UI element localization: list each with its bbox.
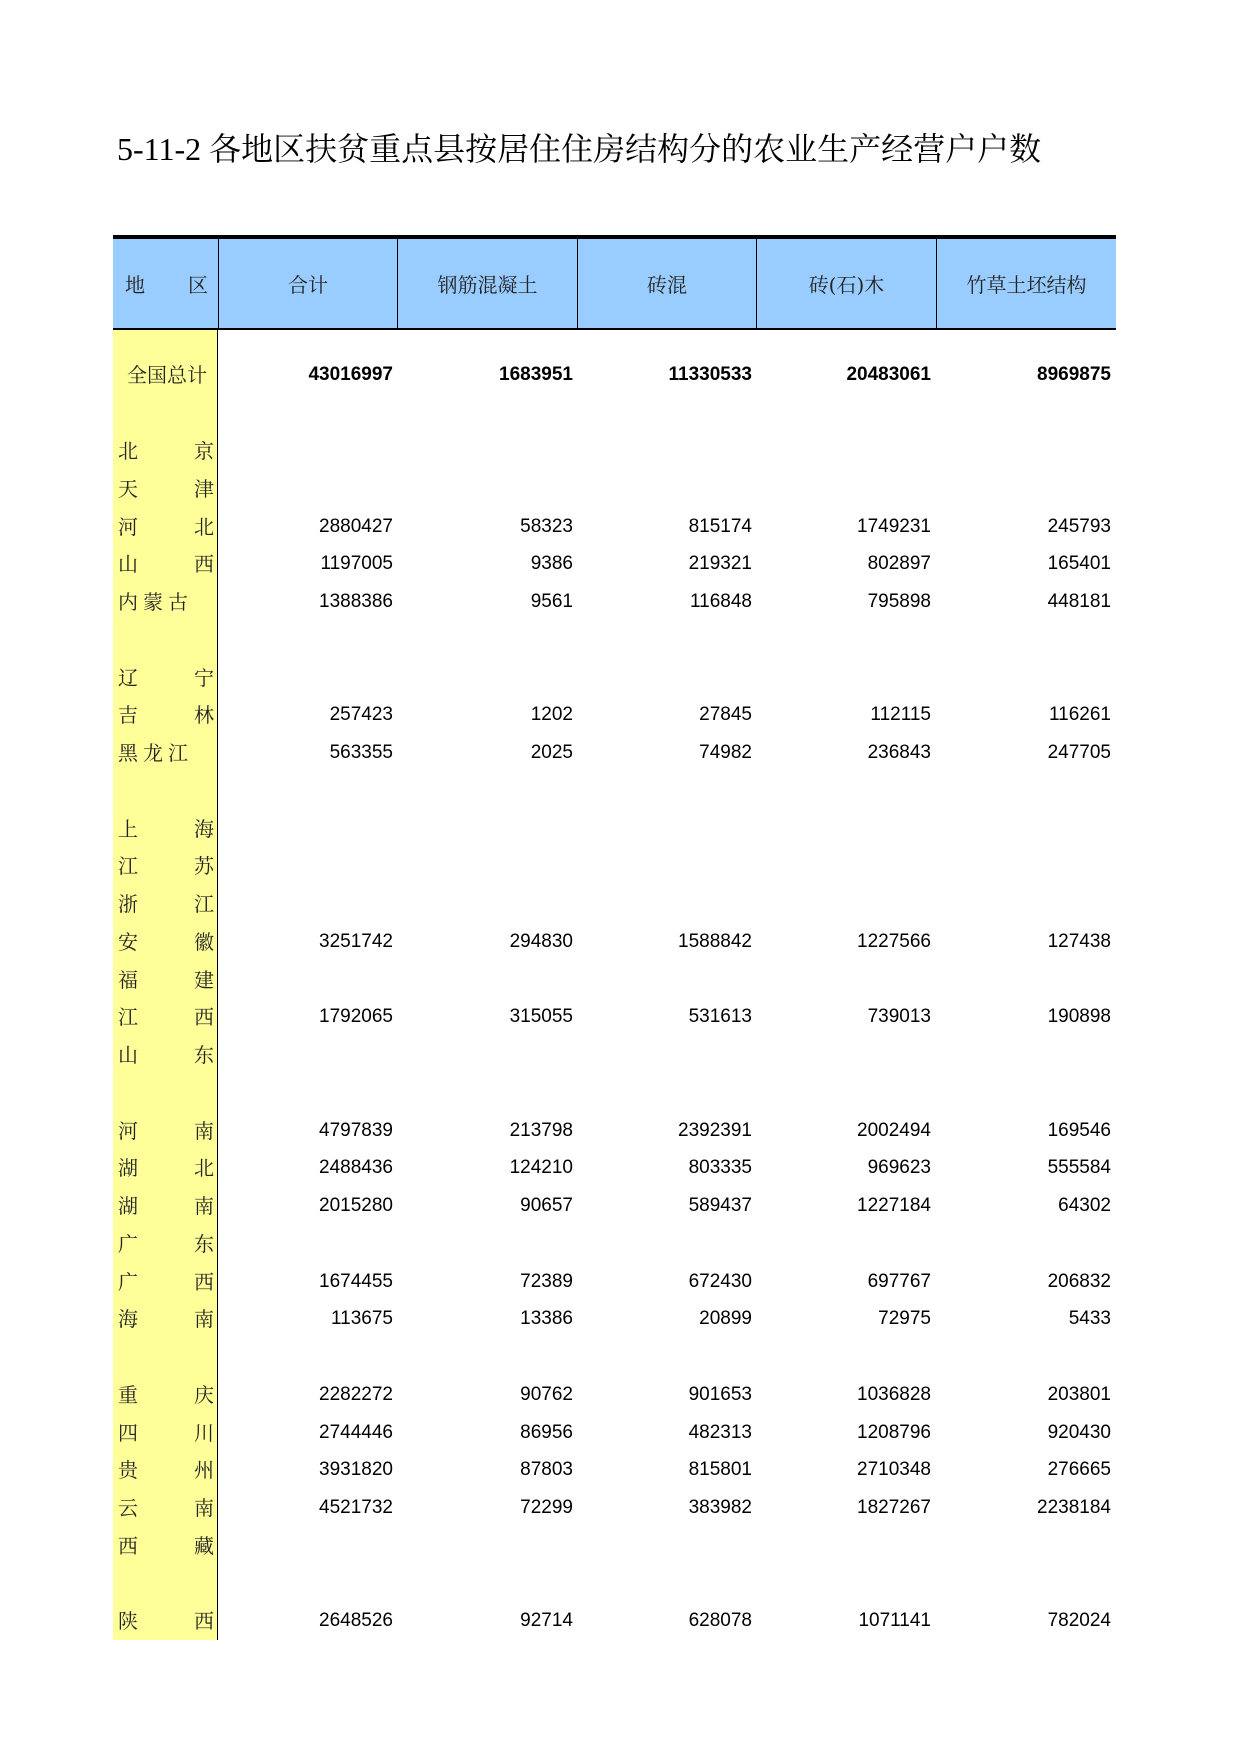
- header-region: [113, 239, 218, 328]
- cell-value: 43016997: [308, 364, 393, 385]
- table-row: [113, 1528, 1116, 1564]
- table-row: [113, 697, 1116, 733]
- cell-value: 86956: [520, 1421, 573, 1443]
- cell-value: 9561: [530, 591, 573, 612]
- table-row: [113, 1377, 1116, 1413]
- cell-value: 203801: [1047, 1383, 1111, 1405]
- table-row: [113, 584, 1116, 620]
- table-row: [113, 924, 1116, 960]
- cell-value: 782024: [1047, 1610, 1111, 1632]
- cell-value: 1227566: [857, 930, 931, 952]
- region-name: 海南: [118, 1307, 214, 1332]
- region-name: 内蒙古: [118, 590, 188, 614]
- cell-value: 2025: [530, 742, 573, 763]
- header-bottom-border: [113, 328, 1116, 330]
- cell-value: 294830: [509, 930, 573, 952]
- cell-value: 116261: [1049, 704, 1111, 726]
- cell-value: 74982: [699, 742, 752, 763]
- cell-value: 555584: [1047, 1157, 1111, 1179]
- cell-value: 901653: [688, 1383, 752, 1405]
- cell-value: 969623: [867, 1157, 931, 1179]
- cell-value: 1227184: [857, 1195, 931, 1216]
- table-row: [113, 1113, 1116, 1149]
- cell-value: 11330533: [668, 364, 752, 385]
- cell-value: 116848: [690, 591, 752, 612]
- cell-value: 276665: [1047, 1459, 1111, 1481]
- page-title: 5-11-2 各地区扶贫重点县按居住住房结构分的农业生产经营户户数: [117, 131, 1042, 167]
- region-name: 安徽: [118, 929, 214, 954]
- cell-value: 27845: [699, 704, 752, 726]
- cell-value: 1036828: [857, 1383, 931, 1405]
- cell-value: 92714: [520, 1610, 573, 1632]
- region-name: 福建: [118, 967, 214, 992]
- region-name: 江苏: [118, 854, 214, 879]
- cell-value: 190898: [1047, 1006, 1111, 1028]
- table-row: [113, 773, 1116, 809]
- table-row: [113, 1566, 1116, 1602]
- cell-value: 20483061: [846, 364, 931, 385]
- cell-value: 2488436: [319, 1157, 393, 1179]
- cell-value: 87803: [520, 1459, 573, 1481]
- table-row: [113, 1264, 1116, 1300]
- region-name: 重庆: [118, 1382, 214, 1407]
- cell-value: 1749231: [857, 515, 931, 537]
- cell-value: 1674455: [319, 1270, 393, 1292]
- cell-value: 247705: [1047, 742, 1111, 763]
- cell-value: 58323: [520, 515, 573, 537]
- region-name: 广东: [118, 1231, 214, 1256]
- cell-value: 124210: [509, 1157, 573, 1179]
- cell-value: 3931820: [319, 1459, 393, 1481]
- cell-value: 206832: [1047, 1270, 1111, 1292]
- cell-value: 4521732: [319, 1497, 393, 1518]
- region-name: 北京: [118, 439, 214, 463]
- region-name: 上海: [118, 816, 214, 841]
- cell-value: 1388386: [319, 591, 393, 612]
- table-row: [113, 1490, 1116, 1526]
- cell-value: 213798: [509, 1119, 573, 1141]
- cell-value: 219321: [688, 553, 752, 575]
- cell-value: 2880427: [319, 515, 393, 537]
- cell-value: 72975: [878, 1308, 931, 1330]
- region-name: 河北: [118, 514, 214, 539]
- table-row: [113, 1301, 1116, 1337]
- cell-value: 257423: [329, 704, 393, 726]
- region-name: 江西: [118, 1005, 214, 1030]
- cell-value: 90762: [520, 1383, 573, 1405]
- cell-value: 2015280: [319, 1195, 393, 1216]
- cell-value: 1588842: [678, 930, 752, 952]
- region-name: 吉林: [118, 703, 214, 728]
- cell-value: 563355: [329, 742, 393, 763]
- region-name: 湖南: [118, 1194, 214, 1218]
- cell-value: 4797839: [319, 1119, 393, 1141]
- table-row: [113, 1415, 1116, 1451]
- header-reinforced-concrete: 钢筋混凝土: [397, 239, 577, 328]
- region-name: 广西: [118, 1269, 214, 1294]
- cell-value: 1197005: [320, 553, 393, 575]
- cell-value: 1683951: [499, 364, 573, 385]
- cell-value: 169546: [1047, 1119, 1111, 1141]
- table-row: [113, 1037, 1116, 1073]
- cell-value: 1071141: [858, 1610, 931, 1632]
- cell-value: 113675: [331, 1308, 393, 1330]
- table-row: [113, 1226, 1116, 1262]
- cell-value: 5433: [1068, 1308, 1111, 1330]
- cell-value: 920430: [1047, 1421, 1111, 1443]
- table-row: [113, 848, 1116, 884]
- cell-value: 802897: [867, 553, 931, 575]
- cell-value: 112115: [870, 704, 931, 726]
- table-header: [113, 239, 1116, 328]
- table-row: [113, 433, 1116, 469]
- cell-value: 72299: [520, 1497, 573, 1518]
- region-name: 西藏: [118, 1533, 214, 1558]
- region-name: 湖北: [118, 1156, 214, 1181]
- cell-value: 127438: [1047, 930, 1111, 952]
- cell-value: 2648526: [319, 1610, 393, 1632]
- region-name: 河南: [118, 1118, 214, 1143]
- cell-value: 236843: [867, 742, 931, 763]
- cell-value: 739013: [867, 1006, 931, 1028]
- cell-value: 448181: [1047, 591, 1111, 612]
- cell-value: 672430: [688, 1270, 752, 1292]
- cell-value: 2238184: [1037, 1497, 1111, 1518]
- table-row: [113, 509, 1116, 545]
- cell-value: 90657: [520, 1195, 573, 1216]
- region-name: 全国总计: [127, 363, 207, 387]
- cell-value: 628078: [688, 1610, 752, 1632]
- header-brick-wood: 砖(石)木: [756, 239, 936, 328]
- table-row: [113, 471, 1116, 507]
- table-row: [113, 735, 1116, 771]
- cell-value: 2002494: [857, 1119, 931, 1141]
- table-row: [113, 1603, 1116, 1639]
- cell-value: 815801: [688, 1459, 752, 1481]
- header-total: 合计: [218, 239, 397, 328]
- cell-value: 1202: [530, 704, 573, 726]
- region-name: 四川: [118, 1420, 214, 1445]
- cell-value: 803335: [688, 1157, 752, 1179]
- cell-value: 245793: [1047, 515, 1111, 537]
- table-row: [113, 1452, 1116, 1488]
- cell-value: 2282272: [319, 1383, 393, 1405]
- table-row: [113, 886, 1116, 922]
- cell-value: 72389: [520, 1270, 573, 1292]
- cell-value: 1208796: [857, 1421, 931, 1443]
- region-name: 辽宁: [118, 665, 214, 690]
- table-row: [113, 1150, 1116, 1186]
- cell-value: 1792065: [319, 1006, 393, 1028]
- cell-value: 2710348: [857, 1459, 931, 1481]
- region-name: 黑龙江: [118, 741, 188, 765]
- cell-value: 531613: [688, 1006, 752, 1028]
- table-row: [113, 660, 1116, 696]
- header-bamboo-adobe: 竹草土坯结构: [936, 239, 1116, 328]
- cell-value: 64302: [1058, 1195, 1111, 1216]
- region-name: 天津: [118, 476, 214, 501]
- region-name: 山西: [118, 552, 214, 577]
- cell-value: 815174: [688, 515, 752, 537]
- cell-value: 383982: [688, 1497, 752, 1518]
- table-row: [113, 811, 1116, 847]
- cell-value: 3251742: [319, 930, 393, 952]
- cell-value: 13386: [520, 1308, 573, 1330]
- region-name: 陕西: [118, 1609, 214, 1634]
- cell-value: 165401: [1047, 553, 1111, 575]
- header-brick-concrete: 砖混: [577, 239, 756, 328]
- cell-value: 795898: [867, 591, 931, 612]
- cell-value: 482313: [688, 1421, 752, 1443]
- cell-value: 1827267: [857, 1497, 931, 1518]
- cell-value: 2744446: [319, 1421, 393, 1443]
- region-name: 贵州: [118, 1458, 214, 1483]
- table-row: [113, 1188, 1116, 1224]
- table-row-total: [113, 357, 1116, 393]
- header-region-char-1: 地: [125, 273, 145, 297]
- cell-value: 697767: [867, 1270, 931, 1292]
- cell-value: 589437: [688, 1195, 752, 1216]
- table-row: [113, 962, 1116, 998]
- cell-value: 8969875: [1037, 364, 1111, 385]
- table-row: [113, 1339, 1116, 1375]
- cell-value: 315055: [509, 1006, 573, 1028]
- table-row: [113, 622, 1116, 658]
- header-region-char-2: 区: [188, 273, 208, 297]
- table-row: [113, 546, 1116, 582]
- cell-value: 2392391: [678, 1119, 752, 1141]
- region-name: 浙江: [118, 892, 214, 916]
- cell-value: 9386: [530, 553, 573, 575]
- region-name: 山东: [118, 1043, 214, 1067]
- region-name: 云南: [118, 1496, 214, 1520]
- table-row: [113, 999, 1116, 1035]
- cell-value: 20899: [699, 1308, 752, 1330]
- table-row: [113, 1075, 1116, 1111]
